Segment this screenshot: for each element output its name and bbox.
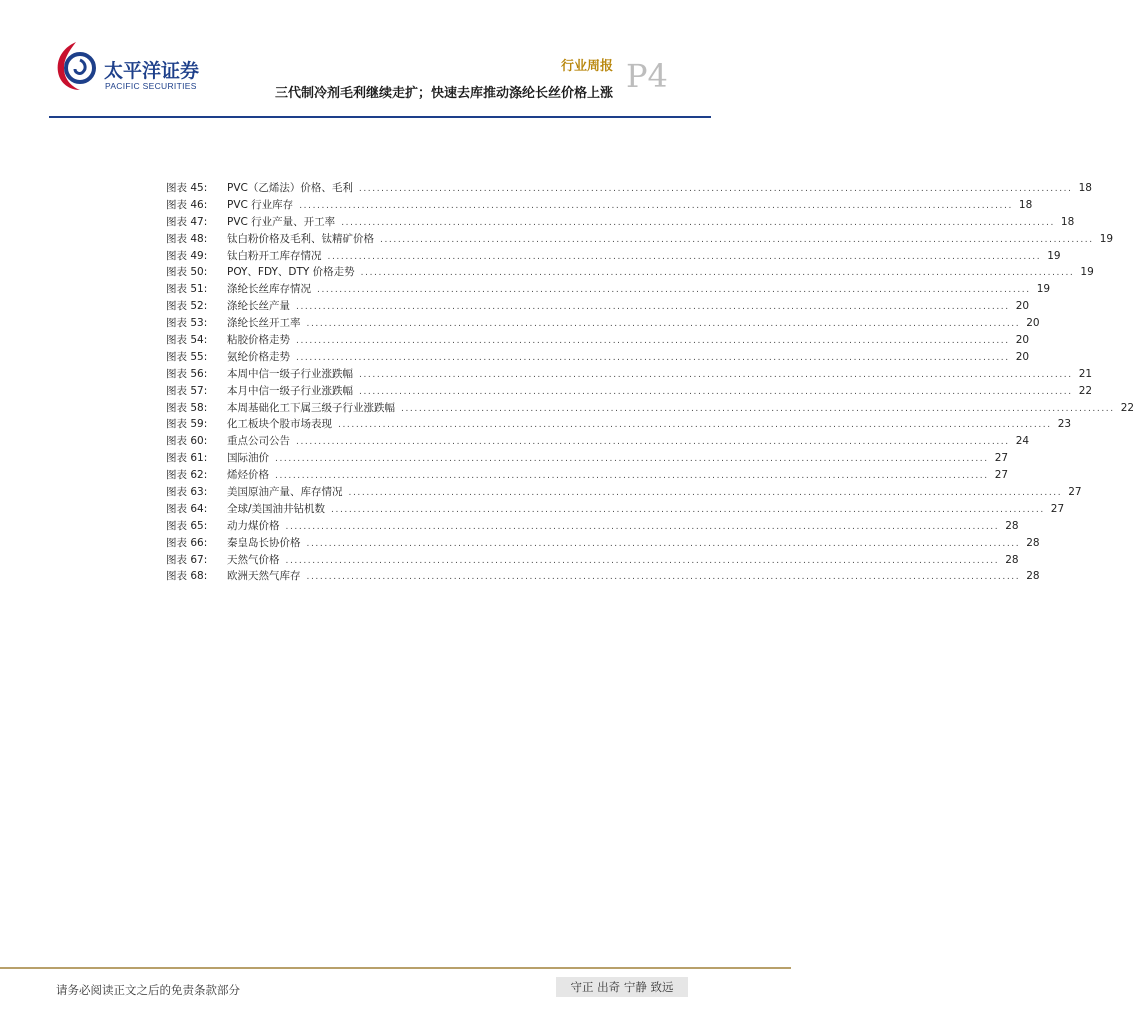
toc-entry-title: 秦皇岛长协价格: [227, 536, 301, 549]
toc-entry-page: 22: [1120, 401, 1134, 414]
toc-entry-title: PVC 行业库存: [227, 198, 294, 211]
footer-divider: [0, 967, 791, 969]
disclaimer-note: 请务必阅读正文之后的免责条款部分: [56, 983, 240, 997]
toc-entry-page: 27: [994, 452, 1009, 465]
toc-entry-page: 22: [1078, 384, 1093, 397]
toc-entry-title: 美国原油产量、库存情况: [227, 486, 343, 499]
toc-entry-title: 国际油价: [227, 452, 269, 465]
toc-leader-dots: ................................................................................................................................................................: [331, 504, 1045, 515]
toc-entry[interactable]: [166, 552, 1019, 569]
toc-entry-title: 全球/美国油井钻机数: [227, 502, 326, 515]
toc-entry-label: 图表 53:: [166, 317, 208, 330]
toc-leader-dots: ................................................................................................................................................................: [285, 521, 1000, 532]
toc-entry[interactable]: [166, 298, 1030, 315]
toc-entry[interactable]: [166, 214, 1075, 231]
toc-entry-label: 图表 61:: [166, 452, 208, 465]
toc-entry-page: 27: [1068, 486, 1082, 499]
toc-entry[interactable]: [166, 450, 1009, 467]
toc-entry-title: 氨纶价格走势: [227, 350, 290, 363]
toc-entry-page: 20: [1026, 317, 1040, 330]
toc-entry-title: 动力煤价格: [227, 519, 280, 532]
toc-entry-page: 18: [1078, 182, 1092, 194]
toc-entry-label: 图表 68:: [166, 570, 208, 583]
toc-entry-title: POY、FDY、DTY 价格走势: [227, 266, 355, 279]
toc-entry[interactable]: [166, 383, 1093, 400]
toc-entry-page: 20: [1015, 350, 1030, 363]
toc-entry[interactable]: [166, 535, 1040, 552]
toc-leader-dots: ................................................................................................................................................................: [296, 302, 1010, 313]
toc-entry-label: 图表 66:: [166, 536, 208, 549]
toc-entry-title: 重点公司公告: [227, 435, 290, 448]
toc-entry-label: 图表 67:: [166, 553, 208, 566]
toc-entry-label: 图表 65:: [166, 519, 208, 532]
toc-leader-dots: ................................................................................................................................................................: [380, 234, 1094, 245]
toc-entry[interactable]: [166, 180, 1092, 197]
toc-entry-label: 图表 63:: [166, 486, 208, 499]
brand-name-cn: 太平洋证券: [104, 60, 200, 82]
toc-entry[interactable]: [166, 433, 1030, 450]
brand-name-en: PACIFIC SECURITIES: [105, 81, 197, 91]
toc-entry-page: 28: [1005, 553, 1019, 566]
toc-entry-page: 21: [1078, 367, 1093, 380]
toc-entry-label: 图表 64:: [166, 502, 208, 515]
toc-entry-title: 本周中信一级子行业涨跌幅: [227, 367, 353, 380]
toc-entry-page: 23: [1057, 418, 1072, 431]
toc-leader-dots: ................................................................................................................................................................: [327, 251, 1042, 262]
toc-leader-dots: ................................................................................................................................................................: [306, 572, 1021, 583]
toc-entry[interactable]: [166, 231, 1114, 248]
toc-leader-dots: ................................................................................................................................................................: [358, 184, 1073, 194]
toc-entry-page: 19: [1099, 232, 1114, 245]
toc-entry[interactable]: [166, 281, 1051, 298]
toc-entry-page: 20: [1015, 334, 1030, 347]
toc-entry-title: PVC（乙烯法）价格、毛利: [227, 182, 353, 194]
toc-leader-dots: ................................................................................................................................................................: [359, 386, 1073, 397]
toc-entry-page: 24: [1015, 435, 1030, 448]
report-type: 行业周报: [560, 59, 613, 74]
toc-entry-label: 图表 56:: [166, 367, 208, 380]
toc-entry[interactable]: [166, 400, 1134, 417]
toc-leader-dots: ................................................................................................................................................................: [296, 352, 1010, 363]
toc-entry-page: 18: [1060, 215, 1075, 228]
toc-entry-label: 图表 59:: [166, 418, 208, 431]
toc-entry-title: 涤纶长丝开工率: [227, 317, 301, 330]
toc-entry-page: 28: [1005, 519, 1019, 532]
toc-entry-page: 28: [1026, 570, 1040, 583]
toc-entry-label: 图表 55:: [166, 350, 208, 363]
toc-leader-dots: ................................................................................................................................................................: [299, 200, 1013, 211]
toc-entry-label: 图表 62:: [166, 469, 208, 482]
toc-entry-title: 化工板块个股市场表现: [227, 418, 332, 431]
toc-leader-dots: ................................................................................................................................................................: [341, 217, 1055, 228]
toc-entry[interactable]: [166, 568, 1040, 585]
toc-entry-title: 烯烃价格: [227, 469, 269, 482]
toc-entry[interactable]: [166, 518, 1019, 535]
toc-entry-label: 图表 58:: [166, 401, 208, 414]
toc-entry[interactable]: [166, 349, 1030, 366]
toc-entry-title: 本周基础化工下属三级子行业涨跌幅: [227, 401, 395, 414]
toc-entry[interactable]: [166, 332, 1030, 349]
toc-entry-label: 图表 47:: [166, 215, 208, 228]
report-title: 三代制冷剂毛利继续走扩；快速去库推动涤纶长丝价格上涨: [274, 86, 613, 101]
toc-entry[interactable]: [166, 467, 1009, 484]
toc-entry-label: 图表 60:: [166, 435, 208, 448]
toc-leader-dots: ................................................................................................................................................................: [296, 336, 1010, 347]
toc-entry-page: 20: [1015, 300, 1030, 313]
toc-leader-dots: ................................................................................................................................................................: [338, 420, 1052, 431]
toc-entry-label: 图表 49:: [166, 249, 208, 262]
toc-entry-label: 图表 54:: [166, 334, 208, 347]
toc-leader-dots: ................................................................................................................................................................: [359, 369, 1073, 380]
toc-entry[interactable]: [166, 248, 1061, 265]
toc-entry-page: 19: [1047, 249, 1061, 262]
toc-entry[interactable]: [166, 264, 1094, 281]
toc-leader-dots: ................................................................................................................................................................: [317, 285, 1031, 296]
toc-entry-title: 欧洲天然气库存: [227, 570, 301, 583]
toc-entry[interactable]: [166, 416, 1072, 433]
toc-entry[interactable]: [166, 366, 1093, 383]
toc-entry-label: 图表 48:: [166, 232, 208, 245]
toc-leader-dots: ................................................................................................................................................................: [275, 454, 989, 465]
toc-entry-page: 28: [1026, 536, 1040, 549]
logo-emblem-icon: [52, 38, 100, 94]
toc-entry-label: 图表 51:: [166, 283, 208, 296]
toc-entry[interactable]: [166, 315, 1040, 332]
toc-entry[interactable]: [166, 197, 1033, 214]
company-motto: 守正 出奇 宁静 致远: [556, 977, 688, 997]
page-number: P4: [626, 57, 668, 95]
toc-leader-dots: ................................................................................................................................................................: [401, 403, 1115, 414]
toc-leader-dots: ................................................................................................................................................................: [306, 319, 1021, 330]
toc-entry-title: 天然气价格: [227, 553, 280, 566]
toc-entry-label: 图表 46:: [166, 198, 208, 211]
toc-leader-dots: ................................................................................................................................................................: [360, 268, 1075, 279]
toc-leader-dots: ................................................................................................................................................................: [306, 538, 1021, 549]
toc-entry-page: 27: [1050, 502, 1065, 515]
toc-entry-label: 图表 57:: [166, 384, 208, 397]
toc-entry-title: 本月中信一级子行业涨跌幅: [227, 384, 353, 397]
toc-entry-label: 图表 52:: [166, 300, 208, 313]
toc-entry-label: 图表 45:: [166, 182, 208, 194]
toc-entry-title: PVC 行业产量、开工率: [227, 215, 336, 228]
toc-leader-dots: ................................................................................................................................................................: [348, 488, 1063, 499]
toc-entry[interactable]: [166, 484, 1082, 501]
toc-entry-title: 粘胶价格走势: [227, 334, 290, 347]
toc-entry-title: 涤纶长丝产量: [227, 300, 290, 313]
toc-entry-page: 18: [1018, 198, 1033, 211]
figure-index-list: [166, 180, 1134, 585]
toc-entry-page: 27: [994, 469, 1009, 482]
toc-leader-dots: ................................................................................................................................................................: [296, 437, 1010, 448]
toc-leader-dots: ................................................................................................................................................................: [275, 471, 989, 482]
toc-entry-page: 19: [1036, 283, 1051, 296]
toc-leader-dots: ................................................................................................................................................................: [285, 555, 1000, 566]
toc-entry-title: 钛白粉开工库存情况: [227, 249, 322, 262]
header-divider: [49, 116, 711, 118]
toc-entry-label: 图表 50:: [166, 266, 208, 279]
company-logo: [52, 38, 212, 98]
toc-entry-title: 涤纶长丝库存情况: [227, 283, 311, 296]
toc-entry-page: 19: [1080, 266, 1094, 279]
toc-entry[interactable]: [166, 501, 1065, 518]
toc-entry-title: 钛白粉价格及毛利、钛精矿价格: [227, 232, 374, 245]
